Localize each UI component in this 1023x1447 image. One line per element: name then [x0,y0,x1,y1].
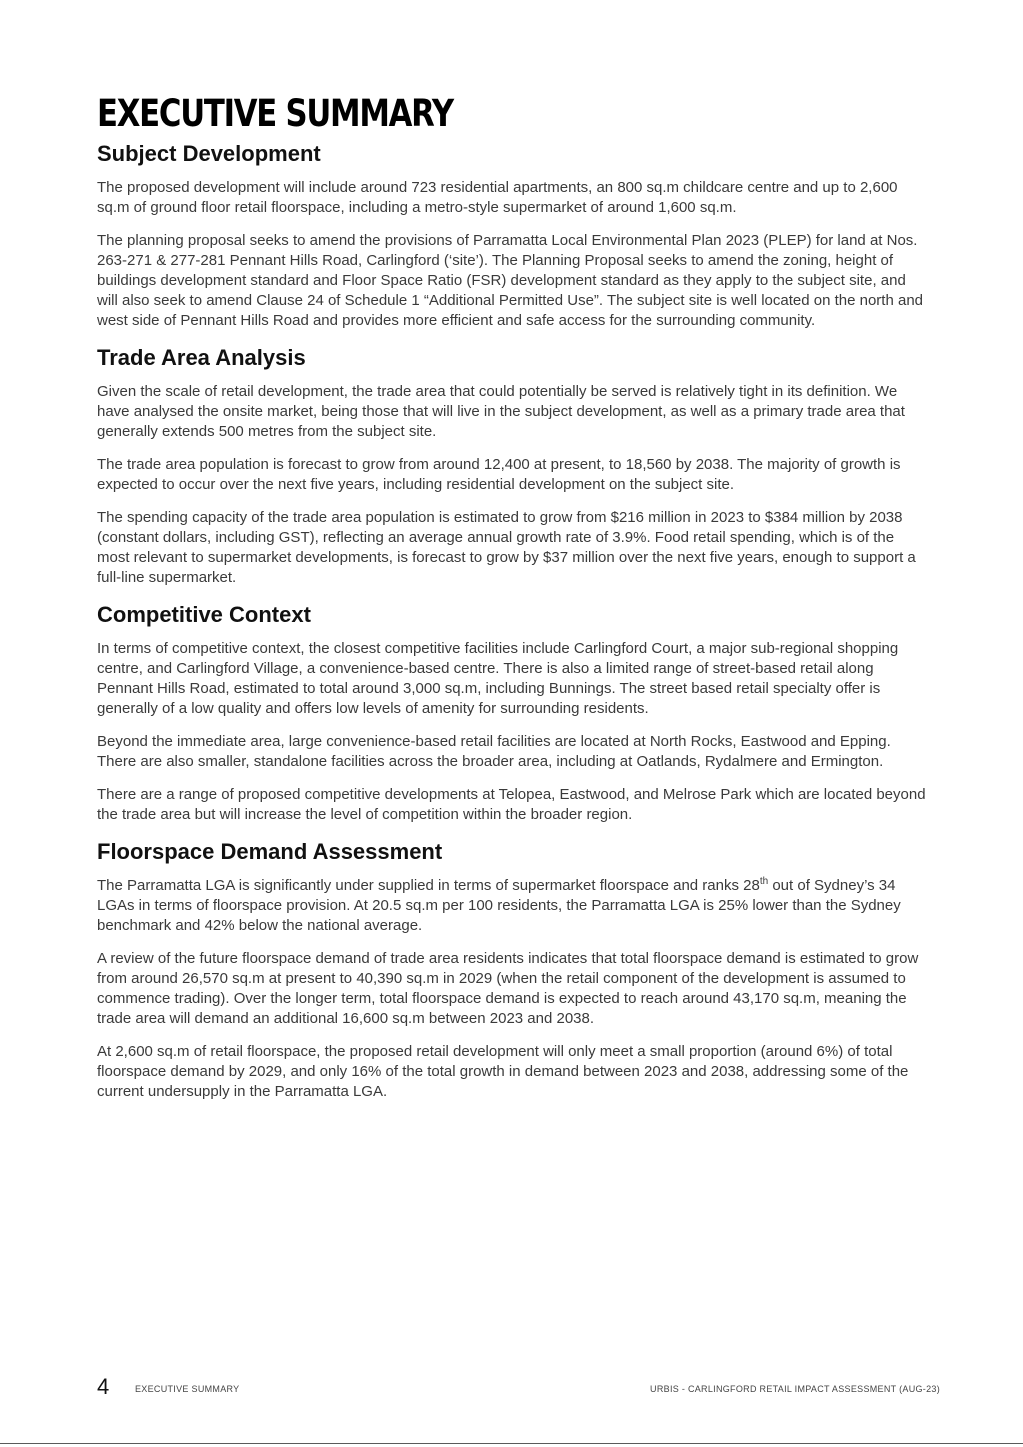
section-heading: Subject Development [97,141,321,166]
paragraph: A review of the future floorspace demand of trade area residents indicates that total floorspace demand is estimated to grow from around 26,570 sq.m at present to 40,390 sq.m in 2029 (when the retail component of the development is assumed to commence trading). Over the longer term, total floorspace demand is expected to reach around 43,170 sq.m, meaning the trade area will demand an additional 16,600 sq.m between 2023 and 2038. [97,950,919,1027]
section-floorspace-demand-assessment [97,838,929,1102]
section-subject-development [97,140,929,331]
footer-section-name: EXECUTIVE SUMMARY [135,1384,240,1394]
ordinal-suffix: th [759,876,769,887]
page-title: EXECUTIVE SUMMARY [97,92,453,135]
page-number: 4 [97,1374,110,1399]
section-competitive-context [97,601,929,825]
section-trade-area-analysis [97,344,929,588]
paragraph: There are a range of proposed competitive developments at Telopea, Eastwood, and Melrose Park which are located beyond the trade area but will increase the level of competition within the broader region. [97,786,926,823]
section-heading: Competitive Context [97,602,311,627]
paragraph: The spending capacity of the trade area population is estimated to grow from $216 million in 2023 to $384 million by 2038 (constant dollars, including GST), reflecting an average annual growth rate of 3.9%. Food retail spending, which is of the most relevant to supermarket developments, is forecast to grow by $37 million over the next five years, enough to support a full-line supermarket. [97,509,916,586]
paragraph: In terms of competitive context, the closest competitive facilities include Carlingford Court, a major sub-regional shopping centre, and Carlingford Village, a convenience-based centre. There is also a limited range of street-based retail along Pennant Hills Road, estimated to total around 3,000 sq.m, including Bunnings. The street based retail specialty offer is generally of a low quality and offers low levels of amenity for surrounding residents. [97,640,899,717]
footer-document-name: URBIS - CARLINGFORD RETAIL IMPACT ASSESSMENT (AUG-23) [650,1384,940,1394]
paragraph: Given the scale of retail development, the trade area that could potentially be served is relatively tight in its definition. We have analysed the onsite market, being those that will live in the subject development, as well as a primary trade area that generally extends 500 metres from the subject site. [97,383,905,440]
paragraph-text: out of Sydney’s 34 LGAs in terms of floorspace provision. At 20.5 sq.m per 100 residents, the Parramatta LGA is 25% lower than the Sydney benchmark and 42% below the national average. [97,877,901,934]
paragraph [97,876,929,936]
page-content [97,92,929,1115]
paragraph: The trade area population is forecast to grow from around 12,400 at present, to 18,560 by 2038. The majority of growth is expected to occur over the next five years, including residential development on the subject site. [97,456,901,493]
bottom-divider [0,1443,1023,1444]
paragraph: The proposed development will include around 723 residential apartments, an 800 sq.m childcare centre and up to 2,600 sq.m of ground floor retail floorspace, including a metro-style supermarket of around 1,600 sq.m. [97,179,898,216]
paragraph: The planning proposal seeks to amend the provisions of Parramatta Local Environmental Plan 2023 (PLEP) for land at Nos. 263-271 & 277-281 Pennant Hills Road, Carlingford (‘site’). The Planning Proposal seeks to amend the zoning, height of buildings development standard and Floor Space Ratio (FSR) development standard as they apply to the subject site, and will also seek to amend Clause 24 of Schedule 1 “Additional Permitted Use”. The subject site is well located on the north and west side of Pennant Hills Road and provides more efficient and safe access for the surrounding community. [97,232,924,329]
page-footer [97,1375,940,1399]
paragraph: At 2,600 sq.m of retail floorspace, the proposed retail development will only meet a small proportion (around 6%) of total floorspace demand by 2029, and only 16% of the total growth in demand between 2023 and 2038, addressing some of the current undersupply in the Parramatta LGA. [97,1043,909,1100]
paragraph: Beyond the immediate area, large convenience-based retail facilities are located at North Rocks, Eastwood and Epping. There are also smaller, standalone facilities across the broader area, including at Oatlands, Rydalmere and Ermington. [97,733,891,770]
section-heading: Floorspace Demand Assessment [97,839,443,864]
paragraph-text: The Parramatta LGA is significantly under supplied in terms of supermarket floorspace and ranks 28 [97,877,760,894]
section-heading: Trade Area Analysis [97,345,306,370]
